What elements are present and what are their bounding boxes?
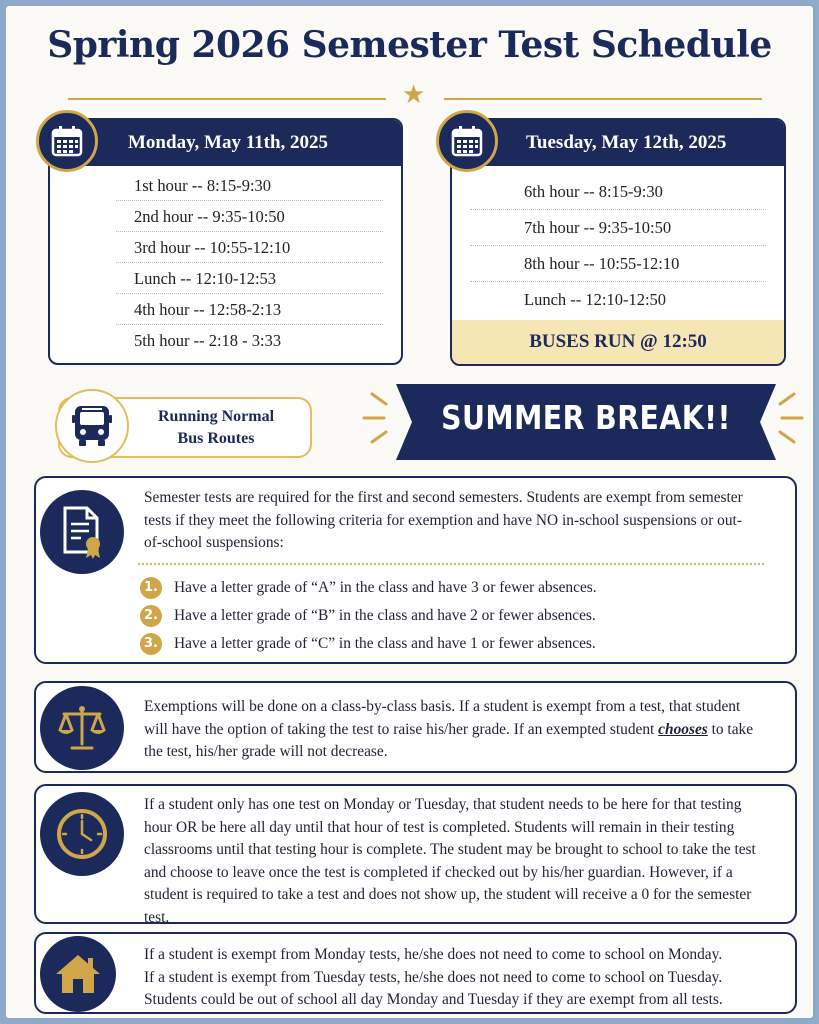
- calendar-icon: [36, 110, 98, 172]
- criteria-number: 3.: [140, 633, 162, 655]
- criteria-text: Have a letter grade of “C” in the class and have 1 or fewer absences.: [174, 635, 596, 652]
- buses-run-notice: BUSES RUN @ 12:50: [452, 320, 784, 364]
- scales-icon: [40, 686, 124, 770]
- stay-home-line: If a student is exempt from Monday tests, he/she does not need to come to school on Monday.: [144, 946, 723, 963]
- star-icon: ★: [402, 80, 426, 109]
- tuesday-row: Lunch -- 12:10-12:50: [524, 290, 667, 309]
- page: [6, 6, 813, 1018]
- sparkle-left-icon: [358, 386, 394, 450]
- stay-home-line: If a student is exempt from Tuesday tests, he/she does not need to come to school on Tuesday.: [144, 968, 723, 986]
- title-rule-right: [444, 98, 762, 100]
- chooses-emphasis: chooses: [658, 720, 708, 738]
- tuesday-heading: Tuesday, May 12th, 2025: [452, 120, 784, 166]
- certificate-icon: [40, 490, 124, 574]
- criteria-text: Have a letter grade of “A” in the class and have 3 or fewer absences.: [174, 579, 597, 596]
- house-icon: [40, 936, 116, 1012]
- criteria-text: Have a letter grade of “B” in the class and have 2 or fewer absences.: [174, 607, 596, 624]
- monday-row: 1st hour -- 8:15-9:30: [116, 170, 383, 201]
- bus-routes-line2: Bus Routes: [177, 430, 255, 447]
- tuesday-row: 8th hour -- 10:55-12:10: [470, 246, 766, 282]
- calendar-icon: [436, 110, 498, 172]
- tuesday-row: 6th hour -- 8:15-9:30: [470, 174, 766, 210]
- sparkle-right-icon: [774, 386, 808, 450]
- monday-schedule-card: [48, 118, 403, 365]
- criteria-number: 2.: [140, 605, 162, 627]
- title-rule-left: [68, 98, 386, 100]
- monday-row: 4th hour -- 12:58-2:13: [116, 294, 383, 325]
- class-basis-after: to take the test, his/her grade will not decrease.: [144, 720, 754, 760]
- monday-row: 5th hour -- 2:18 - 3:33: [134, 331, 282, 350]
- monday-row: 3rd hour -- 10:55-12:10: [116, 232, 383, 263]
- clock-icon: [40, 792, 124, 876]
- class-basis-before: Exemptions will be done on a class-by-class basis. If a student is exempt from a test, that student will have the option of taking the test to raise his/her grade. If an exempted student: [144, 698, 741, 738]
- stay-home-line: Students could be out of school all day Monday and Tuesday if they are exempt from all tests.: [144, 991, 723, 1008]
- bus-routes-text: [126, 406, 306, 450]
- criteria-number: 1.: [140, 577, 162, 599]
- bus-routes-line1: Running Normal: [157, 408, 275, 425]
- monday-row: 2nd hour -- 9:35-10:50: [116, 201, 383, 232]
- page-title: Spring 2026 Semester Test Schedule: [47, 24, 772, 66]
- tuesday-row: 7th hour -- 9:35-10:50: [470, 210, 766, 246]
- criteria-item: [140, 577, 597, 599]
- stay-home-text: [144, 944, 774, 1012]
- criteria-item: [140, 605, 596, 627]
- monday-heading: Monday, May 11th, 2025: [50, 120, 401, 166]
- exemption-intro: Semester tests are required for the first and second semesters. Students are exempt from semester tests if they meet the following criteria for exemption and have NO in-school suspensions or out-of-school suspensions:: [144, 489, 743, 551]
- class-basis-text: [144, 696, 759, 764]
- summer-break-text: SUMMER BREAK!!: [441, 398, 731, 437]
- criteria-divider: [138, 563, 764, 565]
- bus-icon: [55, 389, 129, 463]
- one-test-text: If a student only has one test on Monday or Tuesday, that student needs to be here for that testing hour OR be here all day until that hour of test is completed. Students will remain in their testing classrooms until that testing hour is complete. The student may be brought to school to take the test and choose to leave once the test is completed if checked out by his/her guardian. However, if a student is required to take a test and does not show up, the student will receive a 0 for the semester test.: [144, 796, 756, 926]
- criteria-item: [140, 633, 596, 655]
- monday-row: Lunch -- 12:10-12:53: [116, 263, 383, 294]
- tuesday-schedule-card: [450, 118, 786, 366]
